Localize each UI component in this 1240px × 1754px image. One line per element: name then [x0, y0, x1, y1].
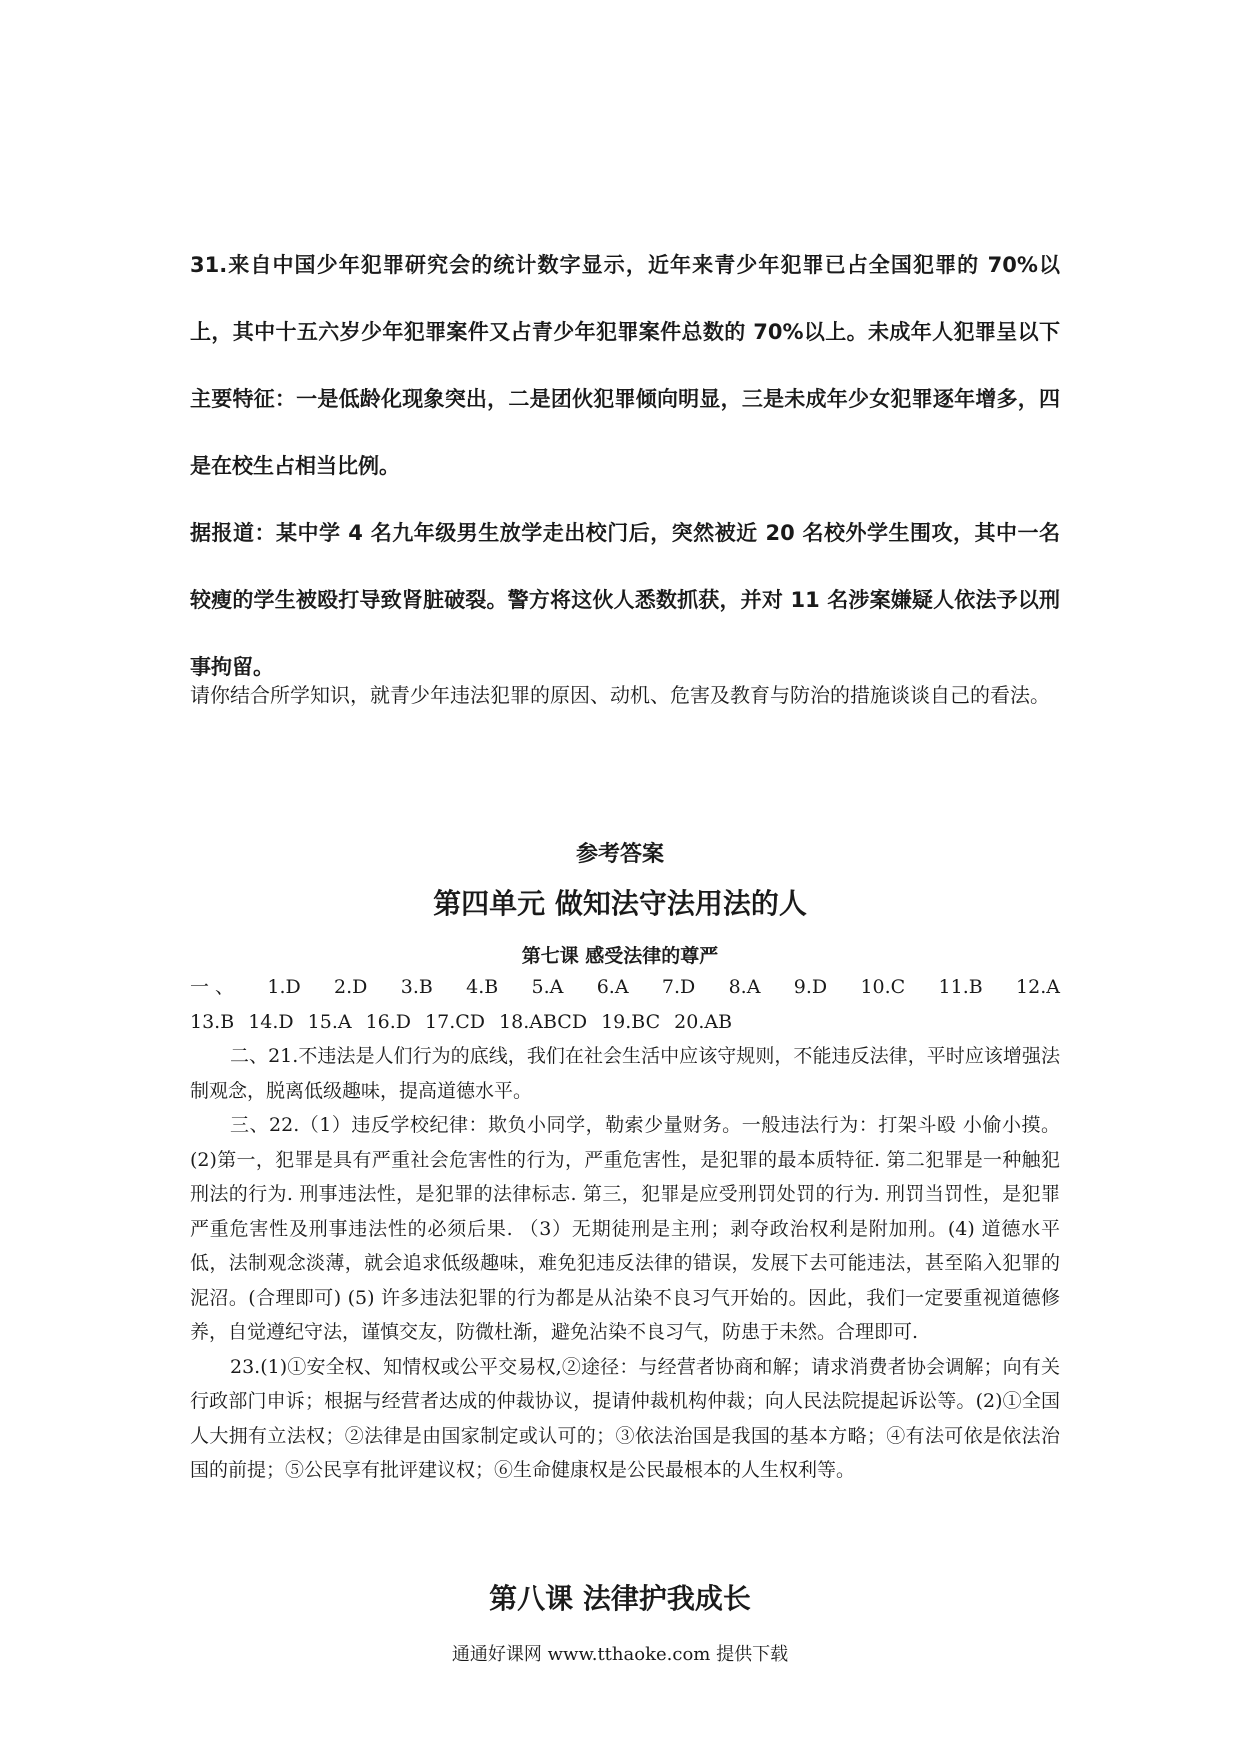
mc-answer: 9.D: [793, 976, 828, 998]
mc-answer: 8.A: [728, 976, 761, 998]
mc-answer: 11.B: [938, 976, 983, 998]
mc-section-label: 一 、: [190, 976, 235, 998]
mc-answer: 1.D: [267, 976, 301, 998]
mc-answer: 15.A: [307, 1010, 352, 1033]
question-31-paragraph-2: 据报道：某中学 4 名九年级男生放学走出校门后，突然被近 20 名校外学生围攻，其中一名较瘦的学生被殴打导致肾脏破裂。警方将这伙人悉数抓获，并对 11 名涉案嫌疑人依法予以刑事拘留。: [190, 521, 1060, 679]
lesson-8-title: 第八课 法律护我成长: [489, 1582, 751, 1615]
mc-answer: 14.D: [248, 1010, 294, 1033]
answers-heading: 参考答案: [575, 842, 664, 867]
mc-answer: 2.D: [334, 976, 368, 998]
mc-answer: 5.A: [531, 976, 564, 998]
footer-credit: 通通好课网 www.tthaoke.com 提供下载: [451, 1644, 789, 1665]
mc-answer: 16.D: [365, 1010, 412, 1033]
mc-answer: 18.ABCD: [499, 1010, 588, 1033]
question-31-prompt: 请你结合所学知识，就青少年违法犯罪的原因、动机、危害及教育与防治的措施谈谈自己的看法。: [190, 683, 1050, 707]
mc-answer: 6.A: [596, 976, 629, 998]
mc-answer: 20.AB: [674, 1010, 733, 1033]
mc-answer: 13.B: [190, 1010, 235, 1033]
mc-answer: 7.D: [661, 976, 696, 998]
answer-21: 二、21.不违法是人们行为的底线，我们在社会生活中应该守规则，不能违反法律，平时应该增强法制观念，脱离低级趣味，提高道德水平。: [190, 1045, 1060, 1102]
multiple-choice-row-1: [190, 970, 1060, 1005]
question-31-body: [190, 232, 1060, 701]
mc-answer: 4.B: [466, 976, 499, 998]
question-31-paragraph-1: 31.来自中国少年犯罪研究会的统计数字显示，近年来青少年犯罪已占全国犯罪的 70%以上，其中十五六岁少年犯罪案件又占青少年犯罪案件总数的 70%以上。未成年人犯罪呈以下主要特征：一是低龄化现象突出，二是团伙犯罪倾向明显，三是未成年少女犯罪逐年增多，四是在校生占相当比例。: [190, 253, 1060, 478]
mc-answer: 12.A: [1016, 976, 1060, 998]
unit-title: 第四单元 做知法守法用法的人: [433, 887, 807, 920]
mc-answer: 19.BC: [601, 1010, 661, 1033]
mc-answer: 10.C: [860, 976, 906, 998]
lesson-7-title: 第七课 感受法律的尊严: [521, 945, 719, 967]
answers-body: [190, 970, 1060, 1488]
mc-answer: 3.B: [400, 976, 433, 998]
multiple-choice-row-2: [190, 1005, 1060, 1040]
answer-22: 三、22.（1）违反学校纪律：欺负小同学，勒索少量财务。一般违法行为：打架斗殴 小偷小摸。(2)第一，犯罪是具有严重社会危害性的行为，严重危害性，是犯罪的最本质特征. 第二犯罪是一种触犯刑法的行为. 刑事违法性，是犯罪的法律标志. 第三，犯罪是应受刑罚处罚的行为. 刑罚当罚性，是犯罪严重危害性及刑事违法性的必须后果. （3）无期徒刑是主刑；剥夺政治权利是附加刑。(4) 道德水平低，法制观念淡薄，就会追求低级趣味，难免犯违反法律的错误，发展下去可能违法，甚至陷入犯罪的泥沼。(合理即可) (5) 许多违法犯罪的行为都是从沾染不良习气开始的。因此，我们一定要重视道德修养，自觉遵纪守法，谨慎交友，防微杜渐，避免沾染不良习气，防患于未然。合理即可.: [190, 1114, 1060, 1343]
answer-23: 23.(1)①安全权、知情权或公平交易权,②途径：与经营者协商和解；请求消费者协会调解；向有关行政部门申诉；根据与经营者达成的仲裁协议，提请仲裁机构仲裁；向人民法院提起诉讼等。(2)①全国人大拥有立法权；②法律是由国家制定或认可的；③依法治国是我国的基本方略；④有法可依是依法治国的前提；⑤公民享有批评建议权；⑥生命健康权是公民最根本的人生权利等。: [190, 1355, 1060, 1481]
mc-answer: 17.CD: [425, 1010, 486, 1033]
